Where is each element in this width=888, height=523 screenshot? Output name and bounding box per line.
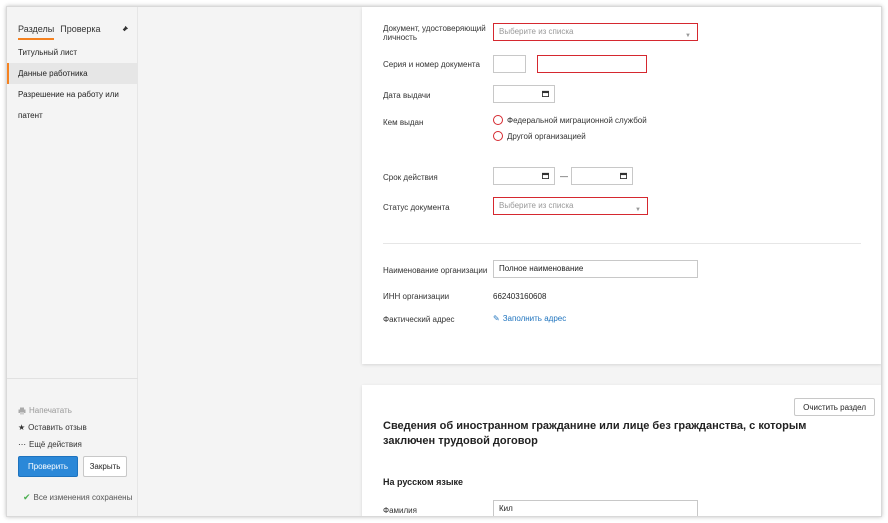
number-input[interactable] (537, 55, 647, 73)
calendar-icon[interactable] (620, 172, 627, 179)
sidebar-item-employee-data[interactable] (7, 63, 138, 84)
pin-icon[interactable] (120, 25, 129, 34)
print-link[interactable]: Напечатать (18, 406, 72, 415)
issue-date-input[interactable] (493, 85, 555, 103)
sidebar-item-work-permit[interactable] (7, 84, 138, 120)
id-document-select[interactable]: Выберите из списка ▼ (493, 23, 698, 41)
sidebar-item-title-page[interactable] (7, 42, 138, 63)
document-card (362, 7, 882, 364)
sidebar-item-label: Разрешение на работу или патент (18, 90, 119, 120)
chevron-down-icon: ▼ (635, 207, 641, 213)
issued-by-fms-radio[interactable]: Федеральной миграционной службой (493, 115, 647, 125)
close-button[interactable]: Закрыть (83, 456, 127, 477)
more-actions-link[interactable]: ⋯ Ещё действия (18, 440, 82, 449)
check-button[interactable]: Проверить (18, 456, 78, 477)
surname-input[interactable]: Кил (493, 500, 698, 517)
series-input[interactable] (493, 55, 526, 73)
status-label: Статус документа (383, 203, 450, 212)
star-icon: ★ (18, 423, 26, 432)
org-name-label: Наименование организации (383, 266, 488, 275)
sidebar-tabs (18, 24, 101, 40)
feedback-link[interactable]: ★ Оставить отзыв (18, 423, 87, 432)
check-icon: ✔ (23, 492, 31, 502)
calendar-icon[interactable] (542, 90, 549, 97)
tab-sections[interactable]: Разделы (18, 24, 54, 40)
sidebar (7, 7, 138, 516)
subsection-heading: На русском языке (383, 477, 464, 487)
issued-by-other-radio[interactable]: Другой организацией (493, 131, 586, 141)
ellipsis-icon: ⋯ (18, 440, 26, 449)
sidebar-item-label: Титульный лист (18, 48, 78, 57)
validity-label: Срок действия (383, 173, 438, 182)
foreigner-card (362, 385, 882, 517)
clear-section-button[interactable]: Очистить раздел (794, 398, 875, 416)
save-status: ✔ Все изменения сохранены (23, 492, 133, 502)
id-document-label: Документ, удостоверяющий личность (383, 24, 486, 42)
app-window (6, 6, 882, 517)
issued-by-label: Кем выдан (383, 118, 424, 127)
chevron-down-icon: ▼ (685, 33, 691, 39)
radio-circle (493, 115, 503, 125)
printer-icon (18, 407, 26, 415)
range-dash: — (560, 172, 568, 181)
series-number-label: Серия и номер документа (383, 60, 480, 69)
status-select[interactable]: Выберите из списка ▼ (493, 197, 648, 215)
validity-to-input[interactable] (571, 167, 633, 185)
calendar-icon[interactable] (542, 172, 549, 179)
validity-from-input[interactable] (493, 167, 555, 185)
inn-value: 662403160608 (493, 292, 547, 301)
sidebar-item-label: Данные работника (18, 69, 88, 78)
sidebar-actions (7, 378, 138, 517)
org-name-input[interactable]: Полное наименование (493, 260, 698, 278)
radio-circle (493, 131, 503, 141)
inn-label: ИНН организации (383, 292, 450, 301)
surname-label: Фамилия (383, 506, 417, 515)
pencil-icon: ✎ (493, 314, 500, 323)
section-heading: Сведения об иностранном гражданине или лице без гражданства, с которым заключен трудовой договор (383, 420, 807, 447)
issue-date-label: Дата выдачи (383, 91, 431, 100)
address-label: Фактический адрес (383, 315, 455, 324)
fill-address-link[interactable]: ✎ Заполнить адрес (493, 314, 567, 323)
section-divider (383, 243, 861, 244)
tab-check[interactable]: Проверка (60, 24, 101, 34)
